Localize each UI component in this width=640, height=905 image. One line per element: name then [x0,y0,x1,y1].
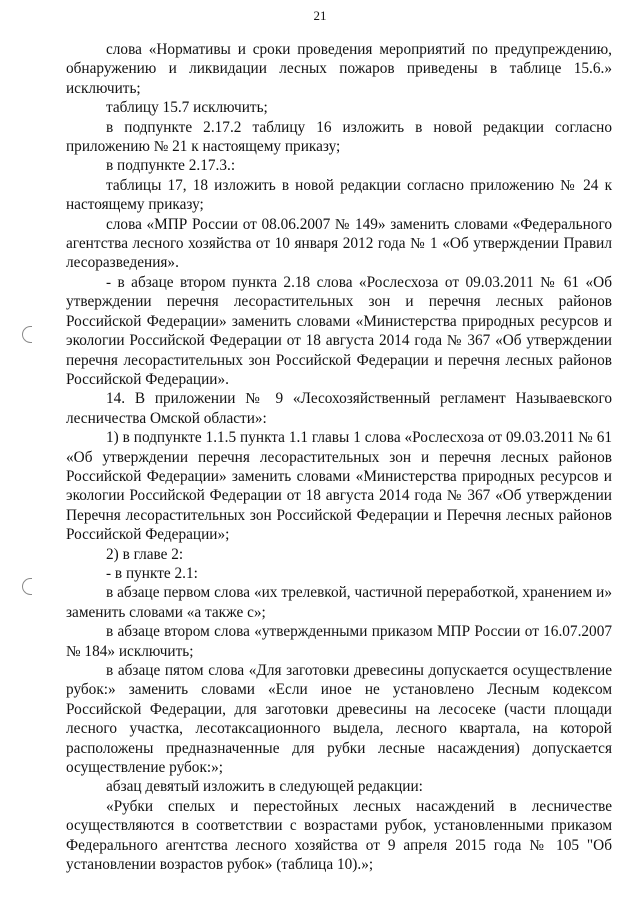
paragraph: 2) в главе 2: [106,545,184,563]
binding-hole-mark [22,326,32,343]
binding-hole-mark [22,578,32,595]
paragraph: в абзаце втором слова «утвержденными приказом МПР России от 16.07.2007 № 184» исключить; [66,623,612,660]
paragraph: в абзаце первом слова «их трелевкой, частичной переработкой, хранением и» заменить словами «а также с»; [66,584,612,621]
paragraph: абзац девятый изложить в следующей редакции: [106,778,423,796]
paragraph: 14. В приложении № 9 «Лесохозяйственный регламент Называевского лесничества Омской области»: [66,390,612,427]
paragraph: таблицы 17, 18 изложить в новой редакции согласно приложению № 24 к настоящему приказу; [66,176,612,214]
page-number: 21 [313,8,327,23]
paragraph: - в пункте 2.1: [106,564,198,582]
paragraph: «Рубки спелых и перестойных лесных насаждений в лесничестве осуществляются в соответствии с возрастами рубок, установленными приказом Федерального агентства лесного хозяйства от 9 апреля 2015 года № 105 "Об установлении возрастов рубок» (таблица 10).»; [66,797,612,874]
paragraph: слова «МПР России от 08.06.2007 № 149» заменить словами «Федерального агентства лесного хозяйства от 10 января 2012 года № 1 «Об утверждении Правил лесоразведения». [66,215,612,272]
paragraph: таблицу 15.7 исключить; [106,99,268,117]
paragraph: в подпункте 2.17.2 таблицу 16 изложить в новой редакции согласно приложению № 21 к настоящему приказу; [66,118,612,156]
paragraph: в подпункте 2.17.3.: [106,157,236,175]
paragraph: в абзаце пятом слова «Для заготовки древесины допускается осуществление рубок:» заменить словами «Если иное не установлено Лесным кодексом Российской Федерации, для заготовки древесины на лесосеке (части площади лесного участка, лесотаксационного выдела, лесного квартала, на которой расположены предназначенные для рубки лесные насаждения) допускается осуществление рубок:»; [66,662,612,777]
document-body [66,40,612,874]
paragraph: - в абзаце втором пункта 2.18 слова «Рослесхоза от 09.03.2011 № 61 «Об утверждении перечня лесорастительных зон и перечня лесных районов Российской Федерации» заменить словами «Министерства природных ресурсов и экологии Российской Федерации от 18 августа 2014 года № 367 «Об утверждении перечня лесорастительных зон Российской Федерации и перечня лесных районов Российской Федерации». [66,273,612,388]
paragraph: 1) в подпункте 1.1.5 пункта 1.1 главы 1 слова «Рослесхоза от 09.03.2011 № 61 «Об утверждении перечня лесорастительных зон и перечня лесных районов Российской Федерации» заменить словами «Министерства природных ресурсов и экологии Российской Федерации от 18 августа 2014 года № 367 «Об утверждении Перечня лесорастительных зон Российской Федерации и Перечня лесных районов Российской Федерации»; [66,429,612,544]
paragraph: слова «Нормативы и сроки проведения мероприятий по предупреждению, обнаружению и ликвидации лесных пожаров приведены в таблице 15.6.» исключить; [66,41,612,97]
